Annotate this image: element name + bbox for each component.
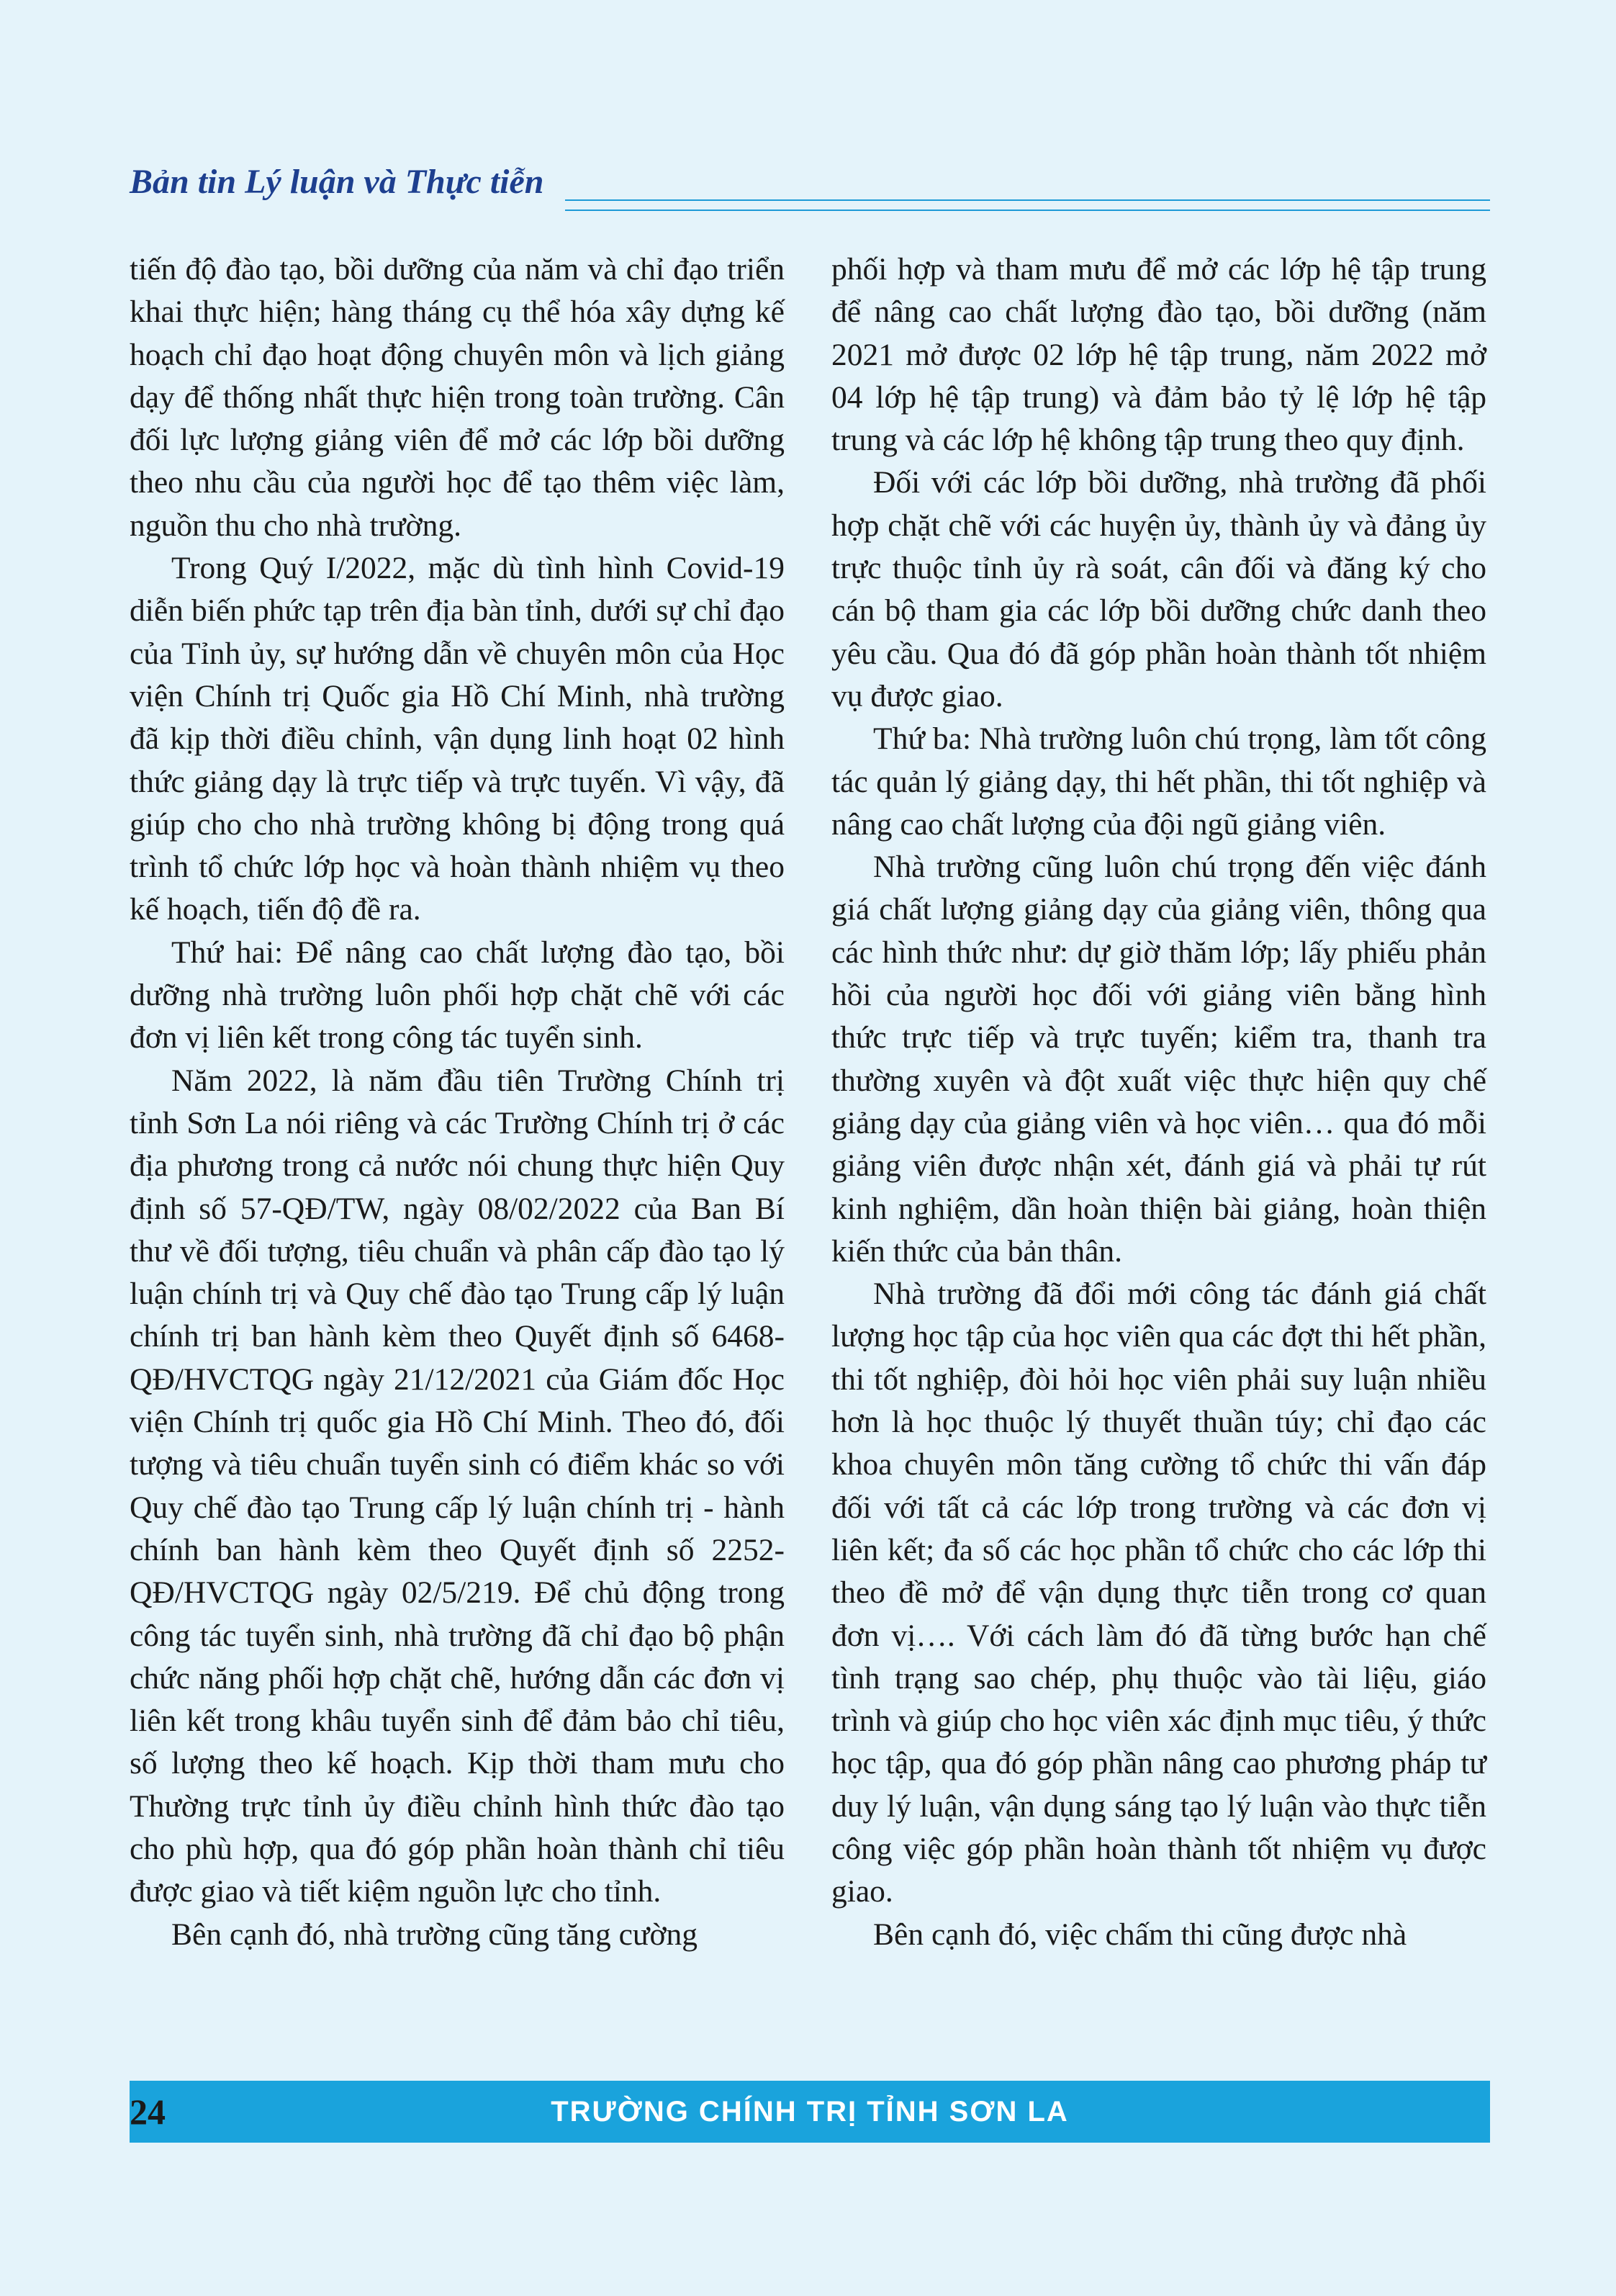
paragraph: Bên cạnh đó, nhà trường cũng tăng cường: [171, 1917, 698, 1952]
paragraph: Thứ ba: Nhà trường luôn chú trọng, làm tốt công tác quản lý giảng dạy, thi hết phần, thi tốt nghiệp và nâng cao chất lượng của đội ngũ giảng viên.: [831, 721, 1486, 842]
paragraph: Nhà trường đã đổi mới công tác đánh giá chất lượng học tập của học viên qua các đợt thi hết phần, thi tốt nghiệp, đòi hỏi học viên phải suy luận nhiều hơn là học thuộc lý thuyết thuần túy; chỉ đạo các khoa chuyên môn tăng cường tổ chức thi vấn đáp đối với tất cả các lớp trong trường và các đơn vị liên kết; đa số các học phần tổ chức cho các lớp thi theo đề mở để vận dụng thực tiễn trong cơ quan đơn vị…. Với cách làm đó đã từng bước hạn chế tình trạng sao chép, phụ thuộc vào tài liệu, giáo trình và giúp cho học viên xác định mục tiêu, ý thức học tập, qua đó góp phần nâng cao phương pháp tư duy lý luận, vận dụng sáng tạo lý luận vào thực tiễn công việc góp phần hoàn thành tốt nhiệm vụ được giao.: [831, 1277, 1486, 1909]
paragraph: Đối với các lớp bồi dưỡng, nhà trường đã phối hợp chặt chẽ với các huyện ủy, thành ủy và đảng ủy trực thuộc tỉnh ủy rà soát, cân đối và đăng ký cho cán bộ tham gia các lớp bồi dưỡng chức danh theo yêu cầu. Qua đó đã góp phần hoàn thành tốt nhiệm vụ được giao.: [831, 465, 1486, 713]
page-number: 24: [130, 2092, 166, 2132]
paragraph: Nhà trường cũng luôn chú trọng đến việc đánh giá chất lượng giảng dạy của giảng viên, thông qua các hình thức như: dự giờ thăm lớp; lấy phiếu phản hồi của người học đối với giảng viên bằng hình thức trực tiếp và trực tuyến; kiểm tra, thanh tra thường xuyên và đột xuất việc thực hiện quy chế giảng dạy của giảng viên và học viên… qua đó mỗi giảng viên được nhận xét, đánh giá và phải tự rút kinh nghiệm, dần hoàn thiện bài giảng, hoàn thiện kiến thức của bản thân.: [831, 850, 1486, 1269]
paragraph: Trong Quý I/2022, mặc dù tình hình Covid-19 diễn biến phức tạp trên địa bàn tỉnh, dưới sự chỉ đạo của Tỉnh ủy, sự hướng dẫn về chuyên môn của Học viện Chính trị Quốc gia Hồ Chí Minh, nhà trường đã kịp thời điều chỉnh, vận dụng linh hoạt 02 hình thức giảng dạy là trực tiếp và trực tuyến. Vì vậy, đã giúp cho cho nhà trường không bị động trong quá trình tổ chức lớp học và hoàn thành nhiệm vụ theo kế hoạch, tiến độ đề ra.: [130, 551, 785, 927]
paragraph: Bên cạnh đó, việc chấm thi cũng được nhà: [873, 1917, 1407, 1952]
right-column: [831, 248, 1486, 1956]
publication-title: Bản tin Lý luận và Thực tiễn: [130, 163, 544, 201]
footer-title: TRƯỜNG CHÍNH TRỊ TỈNH SƠN LA: [551, 2096, 1069, 2128]
page-header: [130, 162, 1490, 212]
paragraph: Thứ hai: Để nâng cao chất lượng đào tạo, bồi dưỡng nhà trường luôn phối hợp chặt chẽ với các đơn vị liên kết trong công tác tuyển sinh.: [130, 935, 785, 1055]
paragraph: tiến độ đào tạo, bồi dưỡng của năm và chỉ đạo triển khai thực hiện; hàng tháng cụ thể hóa xây dựng kế hoạch chỉ đạo hoạt động chuyên môn và lịch giảng dạy để thống nhất thực hiện trong toàn trường. Cân đối lực lượng giảng viên để mở các lớp bồi dưỡng theo nhu cầu của người học để tạo thêm việc làm, nguồn thu cho nhà trường.: [130, 252, 785, 543]
header-double-rule: [565, 199, 1490, 211]
paragraph: phối hợp và tham mưu để mở các lớp hệ tập trung để nâng cao chất lượng đào tạo, bồi dưỡng (năm 2021 mở được 02 lớp hệ tập trung, năm 2022 mở 04 lớp hệ tập trung) và đảm bảo tỷ lệ lớp hệ tập trung và các lớp hệ không tập trung theo quy định.: [831, 252, 1486, 458]
paragraph: Năm 2022, là năm đầu tiên Trường Chính trị tỉnh Sơn La nói riêng và các Trường Chính trị ở các địa phương trong cả nước nói chung thực hiện Quy định số 57-QĐ/TW, ngày 08/02/2022 của Ban Bí thư về đối tượng, tiêu chuẩn và phân cấp đào tạo lý luận chính trị và Quy chế đào tạo Trung cấp lý luận chính trị ban hành kèm theo Quyết định số 6468-QĐ/HVCTQG ngày 21/12/2021 của Giám đốc Học viện Chính trị quốc gia Hồ Chí Minh. Theo đó, đối tượng và tiêu chuẩn tuyển sinh có điểm khác so với Quy chế đào tạo Trung cấp lý luận chính trị - hành chính ban hành kèm theo Quyết định số 2252-QĐ/HVCTQG ngày 02/5/219. Để chủ động trong công tác tuyển sinh, nhà trường đã chỉ đạo bộ phận chức năng phối hợp chặt chẽ, hướng dẫn các đơn vị liên kết trong khâu tuyển sinh để đảm bảo chỉ tiêu, số lượng theo kế hoạch. Kịp thời tham mưu cho Thường trực tỉnh ủy điều chỉnh hình thức đào tạo cho phù hợp, qua đó góp phần hoàn thành chỉ tiêu được giao và tiết kiệm nguồn lực cho tỉnh.: [130, 1063, 785, 1909]
left-column: [130, 248, 785, 1956]
